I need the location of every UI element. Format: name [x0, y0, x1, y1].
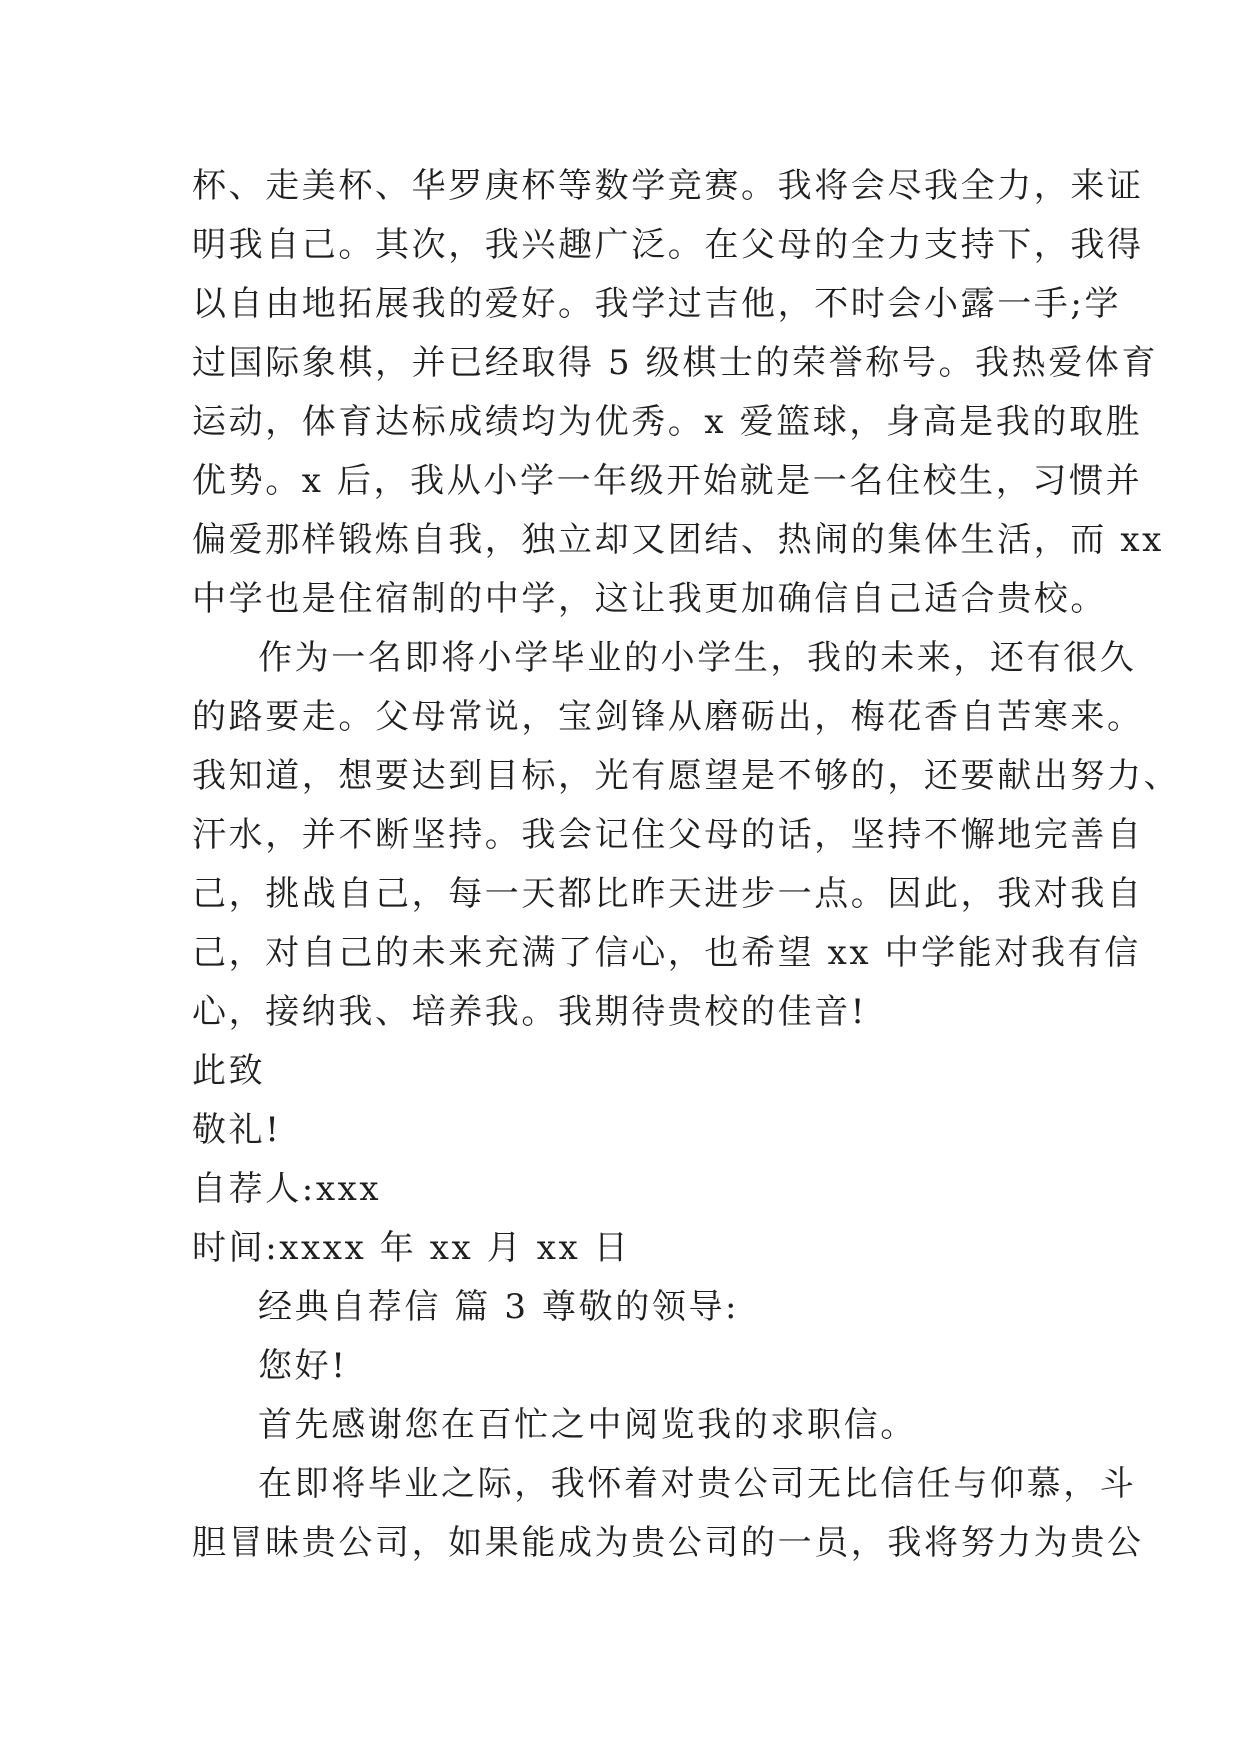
text-line: 运动，体育达标成绩均为优秀。x 爱篮球，身高是我的取胜	[192, 402, 1143, 442]
text-line: 作为一名即将小学毕业的小学生，我的未来，还有很久	[258, 638, 1137, 678]
greeting-line: 您好!	[258, 1346, 348, 1386]
closing-line: 敬礼!	[192, 1110, 282, 1150]
text-line: 优势。x 后，我从小学一年级开始就是一名住校生，习惯并	[192, 461, 1143, 501]
text-line: 己，挑战自己，每一天都比昨天进步一点。因此，我对我自	[192, 874, 1144, 914]
text-line: 己，对自己的未来充满了信心，也希望 xx 中学能对我有信	[192, 933, 1141, 973]
salutation-line: 此致	[192, 1051, 266, 1091]
text-line: 以自由地拓展我的爱好。我学过吉他，不时会小露一手;学	[192, 284, 1122, 324]
text-line: 杯、走美杯、华罗庚杯等数学竞赛。我将会尽我全力，来证	[192, 166, 1144, 206]
text-line: 在即将毕业之际，我怀着对贵公司无比信任与仰慕，斗	[258, 1464, 1137, 1504]
text-line: 偏爱那样锻炼自我，独立却又团结、热闹的集体生活，而 xx	[192, 520, 1164, 560]
text-line: 过国际象棋，并已经取得 5 级棋士的荣誉称号。我热爱体育	[192, 343, 1159, 383]
text-line: 中学也是住宿制的中学，这让我更加确信自己适合贵校。	[192, 579, 1107, 619]
text-line: 我知道，想要达到目标，光有愿望是不够的，还要献出努力、	[192, 756, 1181, 796]
text-line: 心，接纳我、培养我。我期待贵校的佳音!	[192, 992, 868, 1032]
text-line: 的路要走。父母常说，宝剑锋从磨砺出，梅花香自苦寒来。	[192, 697, 1144, 737]
text-line: 汗水，并不断坚持。我会记住父母的话，坚持不懈地完善自	[192, 815, 1144, 855]
text-line: 明我自己。其次，我兴趣广泛。在父母的全力支持下，我得	[192, 225, 1144, 265]
signature-line: 自荐人:xxx	[192, 1169, 382, 1209]
text-line: 胆冒昧贵公司，如果能成为贵公司的一员，我将努力为贵公	[192, 1523, 1144, 1563]
date-line: 时间:xxxx 年 xx 月 xx 日	[192, 1228, 631, 1268]
text-line: 首先感谢您在百忙之中阅览我的求职信。	[258, 1405, 917, 1445]
section-heading-line: 经典自荐信 篇 3 尊敬的领导:	[258, 1287, 740, 1327]
